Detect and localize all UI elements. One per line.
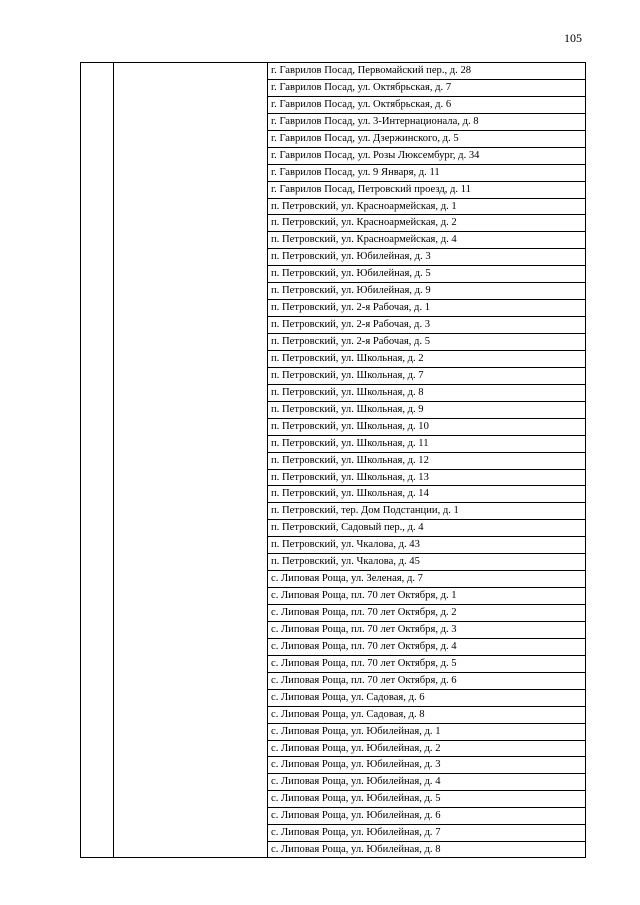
address-row: с. Липовая Роща, ул. Юбилейная, д. 1 — [268, 724, 585, 741]
address-row: г. Гаврилов Посад, ул. 3-Интернационала, д. 8 — [268, 114, 585, 131]
address-row: с. Липовая Роща, ул. Юбилейная, д. 4 — [268, 774, 585, 791]
address-row: п. Петровский, ул. Красноармейская, д. 2 — [268, 215, 585, 232]
address-row: п. Петровский, ул. Юбилейная, д. 9 — [268, 283, 585, 300]
page-number: 105 — [564, 31, 582, 45]
address-row: п. Петровский, Садовый пер., д. 4 — [268, 520, 585, 537]
address-row: с. Липовая Роща, пл. 70 лет Октября, д. 2 — [268, 605, 585, 622]
address-row: с. Липовая Роща, ул. Садовая, д. 8 — [268, 707, 585, 724]
address-row: п. Петровский, ул. Чкалова, д. 43 — [268, 537, 585, 554]
address-row: п. Петровский, ул. Школьная, д. 9 — [268, 402, 585, 419]
address-row: п. Петровский, тер. Дом Подстанции, д. 1 — [268, 503, 585, 520]
address-row: с. Липовая Роща, пл. 70 лет Октября, д. 5 — [268, 656, 585, 673]
address-row: с. Липовая Роща, ул. Юбилейная, д. 7 — [268, 825, 585, 842]
address-row: с. Липовая Роща, пл. 70 лет Октября, д. 6 — [268, 673, 585, 690]
address-row: п. Петровский, ул. Школьная, д. 13 — [268, 470, 585, 487]
address-row: с. Липовая Роща, ул. Зеленая, д. 7 — [268, 571, 585, 588]
address-row: п. Петровский, ул. 2-я Рабочая, д. 5 — [268, 334, 585, 351]
address-row: п. Петровский, ул. Школьная, д. 7 — [268, 368, 585, 385]
address-row: с. Липовая Роща, ул. Юбилейная, д. 8 — [271, 844, 441, 856]
address-row: г. Гаврилов Посад, Первомайский пер., д. 28 — [268, 63, 585, 80]
address-row: п. Петровский, ул. Школьная, д. 10 — [268, 419, 585, 436]
address-row: п. Петровский, ул. Юбилейная, д. 3 — [268, 249, 585, 266]
address-row: г. Гаврилов Посад, ул. 9 Января, д. 11 — [268, 165, 585, 182]
address-row: п. Петровский, ул. Красноармейская, д. 4 — [268, 232, 585, 249]
address-row: п. Петровский, ул. Школьная, д. 8 — [268, 385, 585, 402]
address-row: п. Петровский, ул. Школьная, д. 14 — [268, 486, 585, 503]
address-row: с. Липовая Роща, ул. Юбилейная, д. 2 — [268, 741, 585, 758]
table-column-divider — [113, 62, 114, 858]
address-row: п. Петровский, ул. 2-я Рабочая, д. 3 — [268, 317, 585, 334]
address-row: г. Гаврилов Посад, ул. Октябрьская, д. 7 — [268, 80, 585, 97]
address-row: г. Гаврилов Посад, Петровский проезд, д. 11 — [268, 182, 585, 199]
address-row: с. Липовая Роща, ул. Юбилейная, д. 3 — [268, 757, 585, 774]
address-row: п. Петровский, ул. Красноармейская, д. 1 — [268, 199, 585, 216]
address-row: п. Петровский, ул. Чкалова, д. 45 — [268, 554, 585, 571]
address-row: п. Петровский, ул. Школьная, д. 2 — [268, 351, 585, 368]
address-row: п. Петровский, ул. Школьная, д. 11 — [268, 436, 585, 453]
address-row: п. Петровский, ул. 2-я Рабочая, д. 1 — [268, 300, 585, 317]
address-row: с. Липовая Роща, ул. Юбилейная, д. 5 — [268, 791, 585, 808]
address-row: п. Петровский, ул. Юбилейная, д. 5 — [268, 266, 585, 283]
address-row: с. Липовая Роща, пл. 70 лет Октября, д. 3 — [268, 622, 585, 639]
address-row: с. Липовая Роща, пл. 70 лет Октября, д. 1 — [268, 588, 585, 605]
address-row: с. Липовая Роща, ул. Юбилейная, д. 6 — [268, 808, 585, 825]
address-row: г. Гаврилов Посад, ул. Розы Люксембург, д. 34 — [268, 148, 585, 165]
address-row: г. Гаврилов Посад, ул. Октябрьская, д. 6 — [268, 97, 585, 114]
address-row: с. Липовая Роща, пл. 70 лет Октября, д. 4 — [268, 639, 585, 656]
address-list — [268, 63, 585, 859]
address-row: п. Петровский, ул. Школьная, д. 12 — [268, 453, 585, 470]
address-row: с. Липовая Роща, ул. Садовая, д. 6 — [268, 690, 585, 707]
address-row: г. Гаврилов Посад, ул. Дзержинского, д. 5 — [268, 131, 585, 148]
